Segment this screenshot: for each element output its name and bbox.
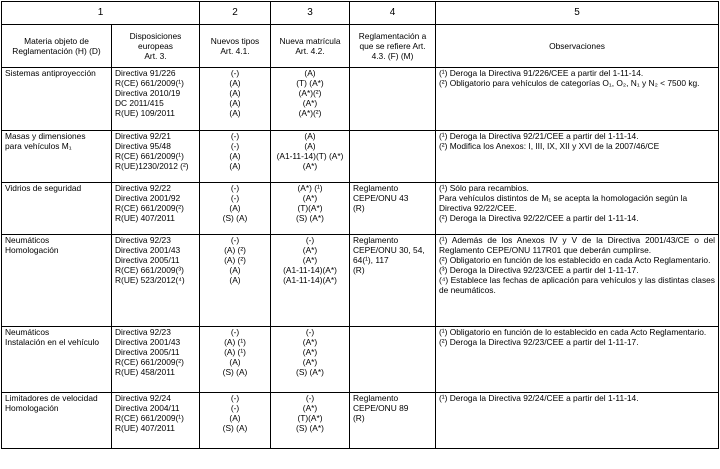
column-number-row [2,2,719,25]
cell-observaciones: (¹) Deroga la Directiva 92/21/CEE a partir del 1-11-14. (²) Modifica los Anexos: I, III, IX, XII y XVI de la 2007/46/CE [436,131,719,183]
cell-reglamentacion [350,327,436,393]
cell-nuevos-tipos: (-) (A) (A) (A) (A) [200,68,271,131]
cell-disposiciones: Directiva 92/23 Directiva 2001/43 Directiva 2005/11 R(CE) 661/2009(²) R(UE) 458/2011 [112,327,200,393]
table-row [2,235,719,327]
cell-disposiciones: Directiva 92/23 Directiva 2001/43 Directiva 2005/11 R(CE) 661/2009(³) R(UE) 523/2012(⁴) [112,235,200,327]
cell-reglamentacion: Reglamento CEPE/ONU 43 (R) [350,183,436,235]
cell-nueva-matricula: (A*) (¹) (A*) (T)(A*) (S) (A*) [271,183,350,235]
cell-reglamentacion: Reglamento CEPE/ONU 30, 54, 64(¹), 117 (R) [350,235,436,327]
column-number-4: 4 [350,2,436,25]
cell-nueva-matricula: (A) (T) (A*) (A*)(²) (A*) (A*)(²) [271,68,350,131]
header-nuevos-tipos: Nuevos tipos Art. 4.1. [200,25,271,68]
cell-observaciones: (¹) Deroga la Directiva 92/24/CEE a partir del 1-11-14. [436,393,719,449]
cell-reglamentacion [350,131,436,183]
column-number-2: 2 [200,2,271,25]
cell-observaciones: (¹) Deroga la Directiva 91/226/CEE a partir del 1-11-14. (²) Obligatorio para vehículos de categorías O₁, O₂, N₁ y N₂ < 7500 kg. [436,68,719,131]
cell-materia: Limitadores de velocidad Homologación [2,393,112,449]
cell-nuevos-tipos: (-) (-) (A) (A) [200,131,271,183]
header-disposiciones: Disposiciones europeas Art. 3. [112,25,200,68]
cell-nuevos-tipos: (-) (A) (²) (A) (²) (A) (A) [200,235,271,327]
column-number-3: 3 [271,2,350,25]
cell-observaciones: (¹) Además de los Anexos IV y V de la Directiva 2001/43/CE o del Reglamento CEPE/ONU 117R01 que deberán cumplirse. (²) Obligatorio en función de los establecido en cada Acto Reglamentario. (³) Deroga la Directiva 92/23/CEE a partir del 1-11-17. (⁴) Establece las fechas de aplicación para vehículos y las distintas clases de neumáticos. [436,235,719,327]
cell-nuevos-tipos: (-) (A) (¹) (A) (¹) (A) (S) (A) [200,327,271,393]
header-reglamentacion: Reglamentación a que se refiere Art. 4.3. (F) (M) [350,25,436,68]
cell-materia: Sistemas antiproyección [2,68,112,131]
cell-disposiciones: Directiva 92/22 Directiva 2001/92 R(CE) 661/2009(²) R(UE) 407/2011 [112,183,200,235]
table-row [2,327,719,393]
header-materia: Materia objeto de Reglamentación (H) (D) [2,25,112,68]
header-observaciones: Observaciones [436,25,719,68]
regulation-table [1,1,719,449]
cell-materia: Vidrios de seguridad [2,183,112,235]
table-row [2,131,719,183]
cell-reglamentacion: Reglamento CEPE/ONU 89 (R) [350,393,436,449]
header-nueva-matricula: Nueva matrícula Art. 4.2. [271,25,350,68]
table-row [2,183,719,235]
cell-materia: Masas y dimensiones para vehículos M₁ [2,131,112,183]
cell-nuevos-tipos: (-) (-) (A) (S) (A) [200,393,271,449]
cell-nueva-matricula: (A) (A) (A1-11-14)(T) (A*) (A*) [271,131,350,183]
column-number-1: 1 [2,2,200,25]
table-row [2,393,719,449]
column-number-5: 5 [436,2,719,25]
cell-nuevos-tipos: (-) (-) (A) (S) (A) [200,183,271,235]
cell-disposiciones: Directiva 92/21 Directiva 95/48 R(CE) 661/2009(¹) R(UE)1230/2012 (²) [112,131,200,183]
cell-reglamentacion [350,68,436,131]
cell-nueva-matricula: (-) (A*) (A*) (A*) (S) (A*) [271,327,350,393]
cell-observaciones: (¹) Sólo para recambios. Para vehículos distintos de M₁ se acepta la homologación según la Directiva 92/22/CEE. (²) Deroga la Directiva 92/22/CEE a partir del 1-11-14. [436,183,719,235]
cell-observaciones: (¹) Obligatorio en función de lo establecido en cada Acto Reglamentario. (²) Deroga la Directiva 92/23/CEE a partir del 1-11-17. [436,327,719,393]
cell-disposiciones: Directiva 91/226 R(CE) 661/2009(¹) Directiva 2010/19 DC 2011/415 R(UE) 109/2011 [112,68,200,131]
header-row [2,25,719,68]
table-row [2,68,719,131]
cell-nueva-matricula: (-) (A*) (A*) (A1-11-14)(A*) (A1-11-14)(A*) [271,235,350,327]
cell-disposiciones: Directiva 92/24 Directiva 2004/11 R(CE) 661/2009(¹) R(UE) 407/2011 [112,393,200,449]
cell-materia: Neumáticos Instalación en el vehículo [2,327,112,393]
cell-materia: Neumáticos Homologación [2,235,112,327]
cell-nueva-matricula: (-) (A*) (T)(A*) (S) (A*) [271,393,350,449]
